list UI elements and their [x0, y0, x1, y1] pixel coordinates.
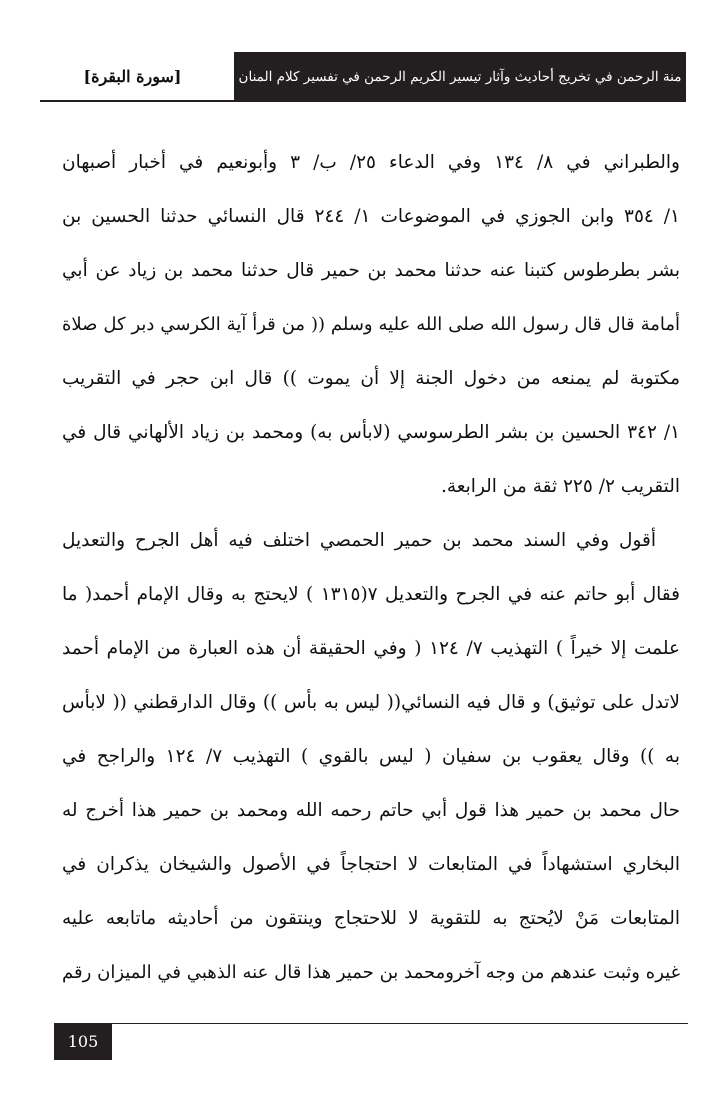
text-line: به )) وقال يعقوب بن سفيان ( ليس بالقوي ) التهذيب ٧/ ١٢٤ والراجح في [62, 746, 680, 767]
footer-rule [54, 1023, 688, 1024]
text-line: فقال أبو حاتم عنه في الجرح والتعديل ٧(١٣١٥ ) لايحتج به وقال الإمام أحمد( ما [62, 584, 680, 605]
text-line: البخاري استشهاداً في المتابعات لا احتجاجاً في الأصول والشيخان يذكران في [62, 854, 680, 875]
text-line: مكتوبة لم يمنعه من دخول الجنة إلا أن يموت )) قال ابن حجر في التقريب [62, 368, 680, 389]
body-text [62, 136, 680, 1000]
paragraph-1 [62, 136, 680, 514]
text-line: ١/ ٣٥٤ وابن الجوزي في الموضوعات ١/ ٢٤٤ قال النسائي حدثنا الحسين بن [62, 206, 680, 227]
paragraph-2 [62, 514, 680, 1000]
book-title-bar: منة الرحمن في تخريج أحاديث وآثار تيسير الكريم الرحمن في تفسير كلام المنان [234, 52, 686, 102]
page-number: 105 [54, 1024, 112, 1060]
text-line: التقريب ٢/ ٢٢٥ ثقة من الرابعة. [440, 476, 680, 497]
text-line: أقول وفي السند محمد بن حمير الحمصي اختلف فيه أهل الجرح والتعديل [62, 530, 656, 551]
text-line: أمامة قال قال رسول الله صلى الله عليه وسلم (( من قرأ آية الكرسي دبر كل صلاة [62, 314, 680, 335]
page-header [40, 52, 686, 102]
header-rule [40, 100, 686, 102]
text-line: حال محمد بن حمير هذا قول أبي حاتم رحمه الله ومحمد بن حمير هذا أخرج له [62, 800, 680, 821]
surah-label: [سورة البقرة] [83, 67, 182, 86]
text-line: علمت إلا خيراً ) التهذيب ٧/ ١٢٤ ( وفي الحقيقة أن هذه العبارة من الإمام أحمد [62, 638, 680, 659]
text-line: لاتدل على توثيق) و قال فيه النسائي(( ليس به بأس )) وقال الدارقطني (( لابأس [62, 692, 680, 713]
text-line: ١/ ٣٤٢ الحسين بن بشر الطرسوسي (لابأس به) ومحمد بن زياد الألهاني قال في [62, 422, 680, 443]
text-line: بشر بطرطوس كتبنا عنه حدثنا محمد بن حمير قال حدثنا محمد بن زياد عن أبي [62, 260, 680, 281]
text-line: والطبراني في ٨/ ١٣٤ وفي الدعاء ٢٥/ ب/ ٣ وأبونعيم في أخبار أصبهان [62, 152, 680, 173]
text-line: غيره وثبت عندهم من وجه آخرومحمد بن حمير هذا قال عنه الذهبي في الميزان رقم [62, 962, 680, 983]
text-line: المتابعات مَنْ لايُحتج به للتقوية لا للاحتجاج وينتقون من أحاديثه ماتابعه عليه [62, 908, 680, 929]
